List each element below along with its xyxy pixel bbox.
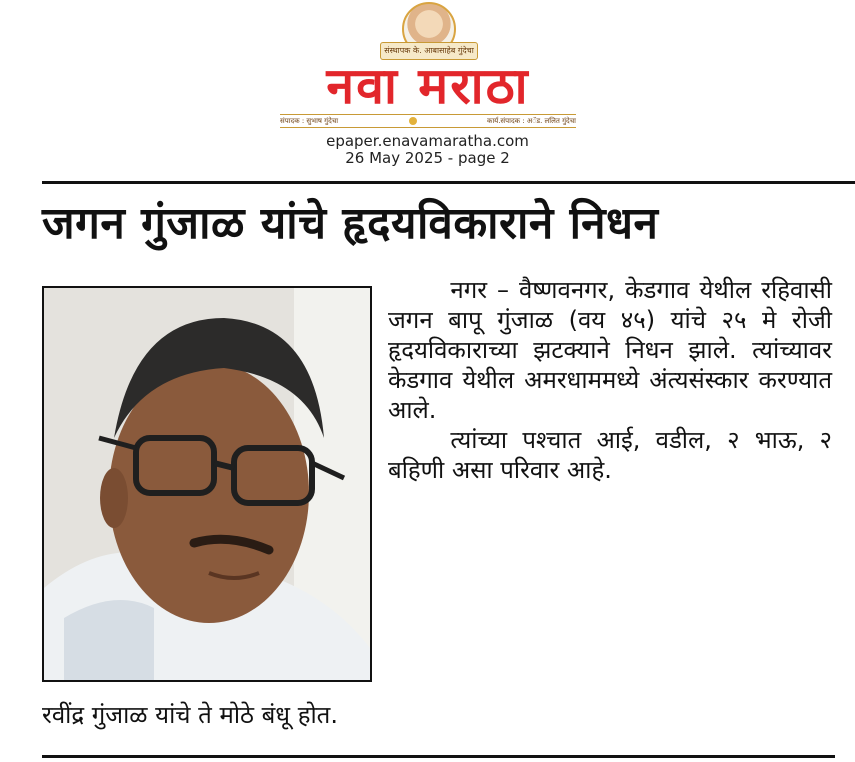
masthead xyxy=(0,0,855,180)
article-paragraph-1: नगर – वैष्णवनगर, केडगाव येथील रहिवासी जगन बापू गुंजाळ (वय ४५) यांचे २५ मे रोजी हृदयविकाराच्या झटक्याने निधन झाले. त्यांच्यावर केडगाव येथील अमरधाममध्ये अंत्यसंस्कार करण्यात आले. xyxy=(388,276,832,424)
editor-strip xyxy=(280,114,576,128)
article-headline: जगन गुंजाळ यांचे हृदयविकाराने निधन xyxy=(42,198,659,249)
source-info xyxy=(0,133,855,167)
portrait-photo xyxy=(42,286,372,682)
edition-date: 26 May 2025 - page 2 xyxy=(345,149,510,167)
article-paragraph-2: त्यांच्या पश्चात आई, वडील, २ भाऊ, २ बहिणी असा परिवार आहे. xyxy=(388,426,832,484)
epaper-url: epaper.enavamaratha.com xyxy=(326,132,529,150)
executive-editor-line: कार्य.संपादक : अॅड. ललित गुंदेचा xyxy=(486,116,576,125)
portrait-illustration xyxy=(44,288,370,680)
bottom-divider xyxy=(42,755,835,758)
article-column xyxy=(388,275,832,485)
founder-emblem xyxy=(380,2,476,62)
article-paragraph-3: रवींद्र गुंजाळ यांचे ते मोठे बंधू होत. xyxy=(42,701,338,729)
newspaper-logo: नवा मराठा xyxy=(326,57,530,115)
top-divider xyxy=(42,181,855,184)
founder-caption: संस्थापक के. आबासाहेब गुंदेचा xyxy=(380,42,478,60)
editor-line: संपादक : सुभाष गुंदेचा xyxy=(280,116,339,125)
seal-icon xyxy=(409,117,417,125)
